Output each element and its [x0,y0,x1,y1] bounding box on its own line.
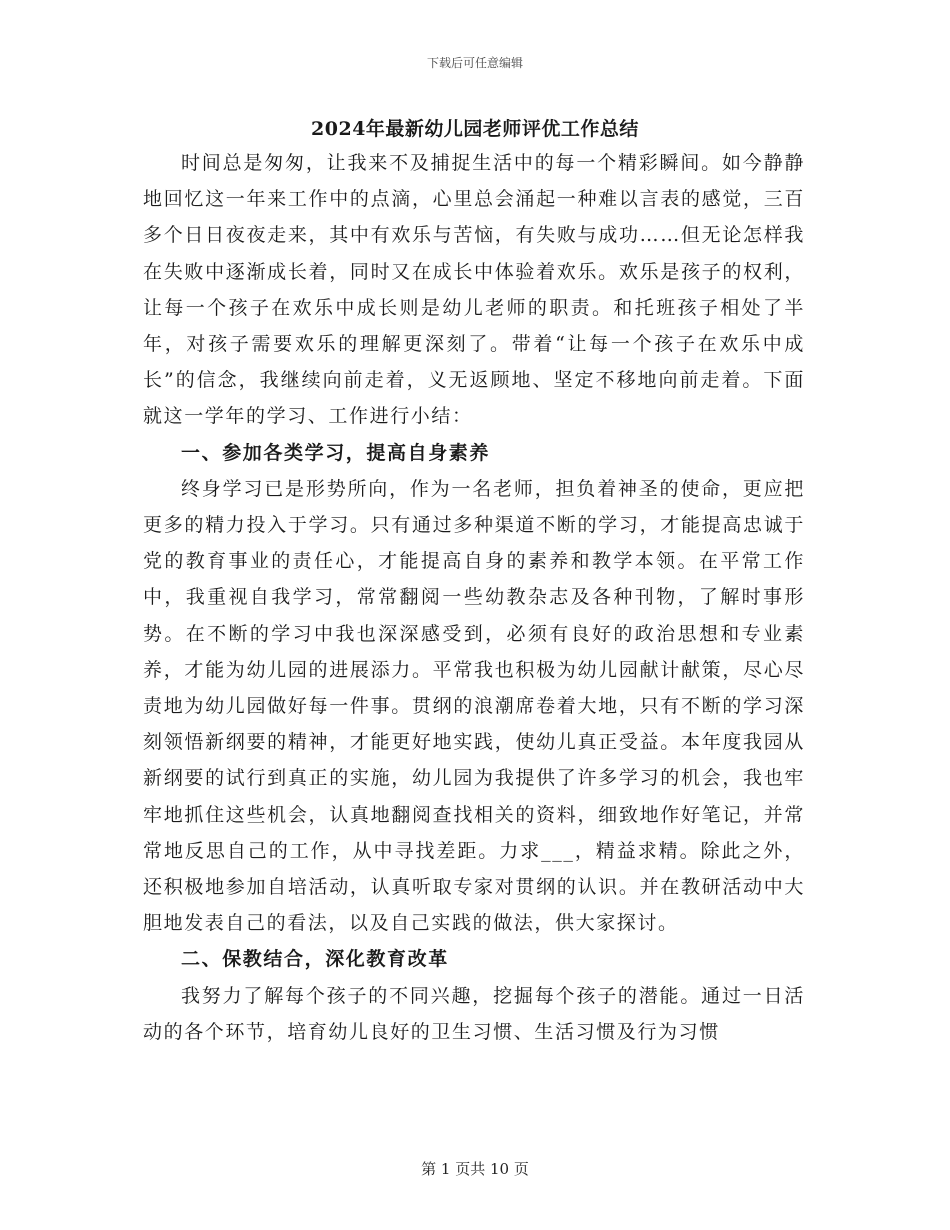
page-footer: 第 1 页共 10 页 [421,1160,529,1178]
section-2-heading: 二、保教结合，深化教育改革 [181,948,449,971]
section-1-paragraph: 终身学习已是形势所向，作为一名老师，担负着神圣的使命，更应把更多的精力投入于学习。只有通过多种渠道不断的学习，才能提高忠诚于党的教育事业的责任心，才能提高自身的素养和教学本领。在平常工作中，我重视自我学习，常常翻阅一些幼教杂志及各种刊物，了解时事形势。在不断的学习中我也深深感受到，必须有良好的政治思想和专业素养，才能为幼儿园的进展添力。平常我也积极为幼儿园献计献策，尽心尽责地为幼儿园做好每一件事。贯纲的浪潮席卷着大地，只有不断的学习深刻领悟新纲要的精神，才能更好地实践，使幼儿真正受益。本年度我园从新纲要的试行到真正的实施，幼儿园为我提供了许多学习的机会，我也牢牢地抓住这些机会，认真地翻阅查找相关的资料，细致地作好笔记，并常常地反思自己的工作，从中寻找差距。力求___，精益求精。除此之外，还积极地参加自培活动，认真听取专家对贯纲的认识。并在教研活动中大胆地发表自己的看法，以及自己实践的做法，供大家探讨。 [143,477,805,935]
document-title: 2024年最新幼儿园老师评优工作总结 [311,118,639,140]
document-body [143,145,805,1050]
intro-paragraph: 时间总是匆匆，让我来不及捕捉生活中的每一个精彩瞬间。如今静静地回忆这一年来工作中的点滴，心里总会涌起一种难以言表的感觉，三百多个日日夜夜走来，其中有欢乐与苦恼，有失败与成功……但无论怎样我在失败中逐渐成长着，同时又在成长中体验着欢乐。欢乐是孩子的权利，让每一个孩子在欢乐中成长则是幼儿老师的职责。和托班孩子相处了半年，对孩子需要欢乐的理解更深刻了。带着“让每一个孩子在欢乐中成长”的信念，我继续向前走着，义无返顾地、坚定不移地向前走着。下面就这一学年的学习、工作进行小结： [143,152,805,428]
header-note: 下载后可任意编辑 [426,56,523,70]
section-2-paragraph: 我努力了解每个孩子的不同兴趣，挖掘每个孩子的潜能。通过一日活动的各个环节，培育幼儿良好的卫生习惯、生活习惯及行为习惯 [143,984,805,1043]
section-1-heading: 一、参加各类学习，提高自身素养 [181,441,491,464]
